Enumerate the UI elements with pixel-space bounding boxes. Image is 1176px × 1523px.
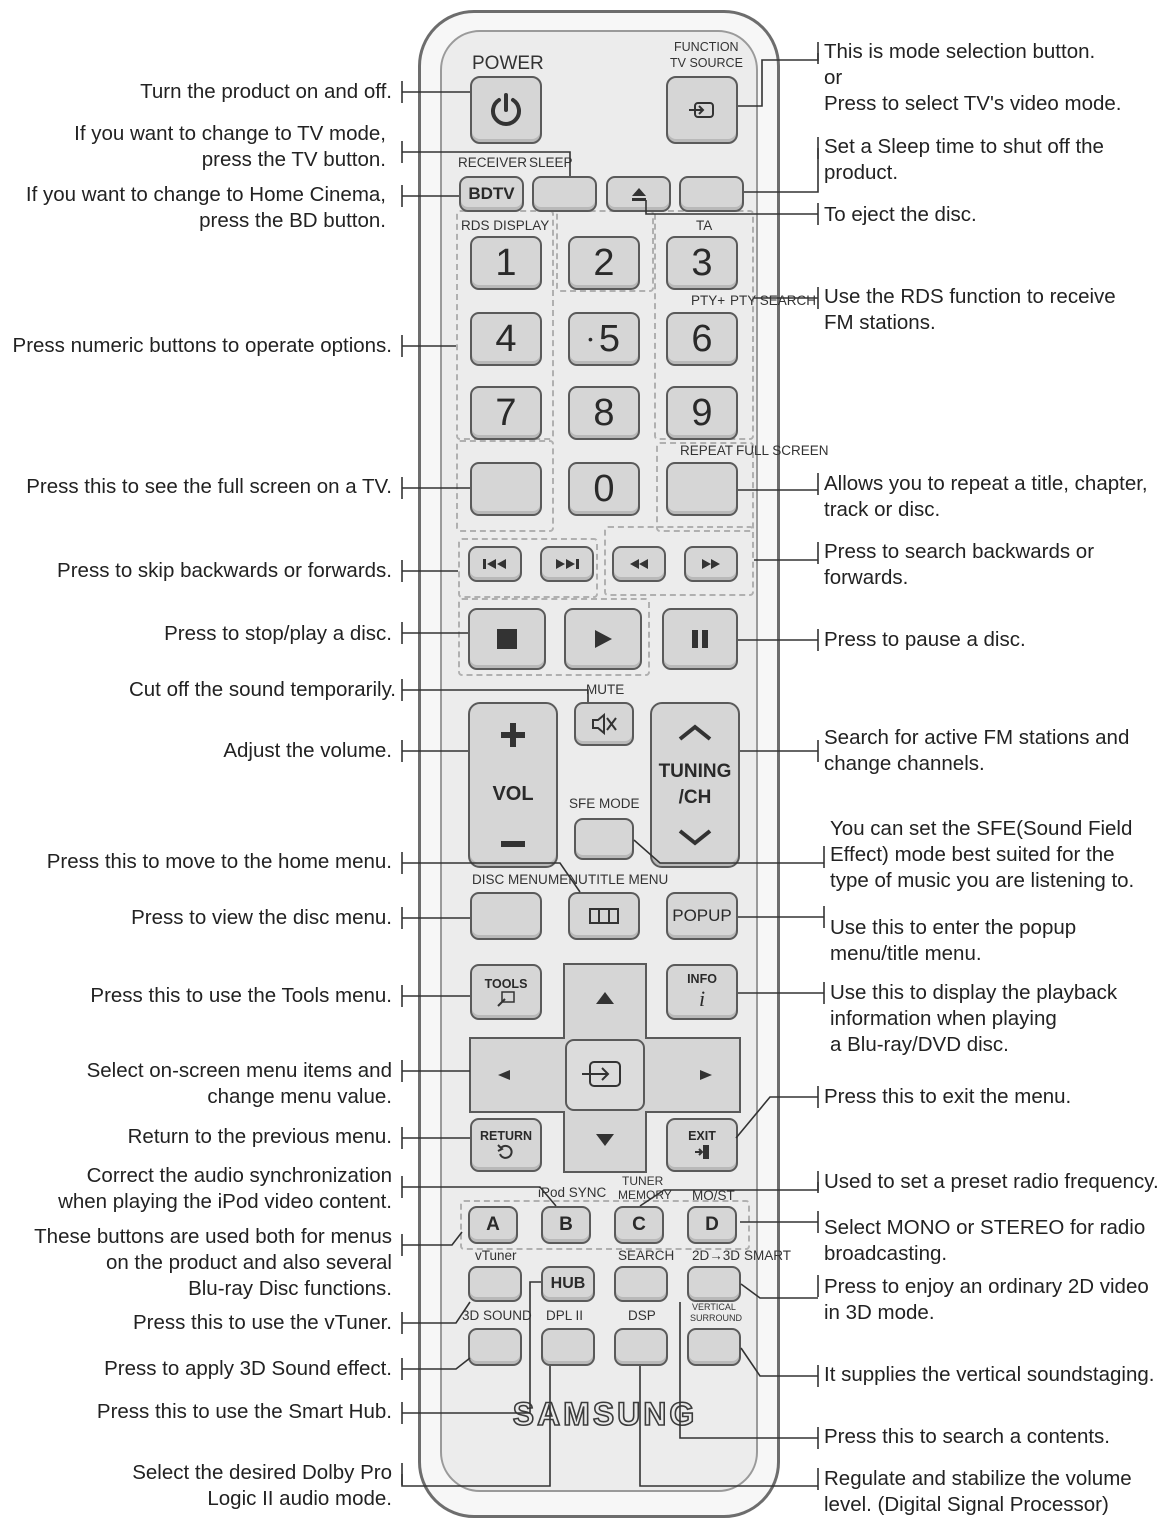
3d-sound-label: 3D SOUND xyxy=(462,1308,532,1323)
3d-sound-button[interactable] xyxy=(468,1328,522,1366)
mute-icon xyxy=(590,712,618,736)
search-label: SEARCH xyxy=(618,1248,675,1263)
annotation-stop-play: Press to stop/play a disc. xyxy=(164,622,392,645)
skip-back-button[interactable] xyxy=(468,546,522,582)
annotation-mo-st: Select MONO or STEREO for radio broadcasting. xyxy=(824,1216,1146,1265)
plus-icon xyxy=(500,722,526,748)
exit-label: EXIT xyxy=(688,1129,716,1143)
annotation-info: Use this to display the playback information when playing a Blu-ray/DVD disc. xyxy=(830,981,1118,1056)
pty-plus-label: PTY+ xyxy=(691,293,726,308)
menu-icon xyxy=(589,908,619,924)
play-icon xyxy=(592,628,614,650)
annotation-numeric: Press numeric buttons to operate options. xyxy=(12,334,392,357)
rewind-button[interactable] xyxy=(612,546,666,582)
digit-3-button[interactable]: 3 xyxy=(666,236,738,290)
annotation-color-keys: These buttons are used both for menus on the product and also several Blu-ray Disc functions. xyxy=(34,1225,392,1300)
digit-7-button[interactable]: 7 xyxy=(470,386,542,440)
power-label: POWER xyxy=(472,53,544,74)
play-button[interactable] xyxy=(564,608,642,670)
sfe-mode-button[interactable] xyxy=(574,818,634,860)
annotation-power: Turn the product on and off. xyxy=(140,80,392,103)
source-icon xyxy=(687,100,717,120)
mute-label: MUTE xyxy=(586,682,625,697)
annotation-3d-sound: Press to apply 3D Sound effect. xyxy=(104,1357,392,1380)
vertical-label: VERTICAL xyxy=(692,1302,736,1312)
digit-5-button[interactable]: • 5 xyxy=(568,312,640,366)
bd-label: BD xyxy=(468,184,493,203)
annotation-full-screen: Press this to see the full screen on a TV. xyxy=(26,475,392,498)
skip-back-icon xyxy=(482,558,508,570)
volume-rocker[interactable] xyxy=(468,702,558,868)
power-button[interactable] xyxy=(470,76,542,144)
fast-forward-button[interactable] xyxy=(684,546,738,582)
tuning-channel-rocker[interactable] xyxy=(650,702,740,868)
dsp-button[interactable] xyxy=(614,1328,668,1366)
source-button[interactable] xyxy=(666,76,738,144)
minus-icon xyxy=(500,840,526,848)
annotation-sfe: You can set the SFE(Sound Field Effect) mode best suited for the type of music you are listening to. xyxy=(830,817,1135,892)
info-label: INFO xyxy=(687,972,717,986)
annotation-search: Press this to search a contents. xyxy=(824,1425,1110,1448)
annotation-skip: Press to skip backwards or forwards. xyxy=(57,559,392,582)
ta-label: TA xyxy=(696,218,713,233)
vertical-surround-button[interactable] xyxy=(687,1328,741,1366)
annotation-tuner-memory: Used to set a preset radio frequency. xyxy=(824,1170,1159,1193)
exit-icon xyxy=(693,1143,711,1161)
popup-button[interactable]: POPUP xyxy=(666,892,738,940)
repeat-label: REPEAT xyxy=(680,443,734,458)
exit-button[interactable] xyxy=(666,1118,738,1172)
annotation-2d-3d: Press to enjoy an ordinary 2D video in 3D mode. xyxy=(824,1275,1149,1324)
repeat-button[interactable] xyxy=(666,462,738,516)
annotation-ipod-sync: Correct the audio synchronization when playing the iPod video content. xyxy=(58,1164,392,1213)
annotation-search-fwd-back: Press to search backwards or forwards. xyxy=(824,540,1095,589)
skip-forward-icon xyxy=(554,558,580,570)
stop-icon xyxy=(496,628,518,650)
digit-1-button[interactable]: 1 xyxy=(470,236,542,290)
mute-button[interactable] xyxy=(574,702,634,746)
digit-6-button[interactable]: 6 xyxy=(666,312,738,366)
d-button[interactable]: D xyxy=(687,1206,737,1244)
digit-9-button[interactable]: 9 xyxy=(666,386,738,440)
digit-4-button[interactable]: 4 xyxy=(470,312,542,366)
annotation-disc-menu: Press to view the disc menu. xyxy=(131,906,392,929)
pause-button[interactable] xyxy=(662,608,738,670)
annotation-repeat: Allows you to repeat a title, chapter, track or disc. xyxy=(824,472,1148,521)
annotation-vertical-surround: It supplies the vertical soundstaging. xyxy=(824,1363,1155,1386)
annotation-eject: To eject the disc. xyxy=(824,203,977,226)
b-button[interactable]: B xyxy=(541,1206,591,1244)
ch-label: /CH xyxy=(678,787,712,808)
annotation-volume: Adjust the volume. xyxy=(223,739,392,762)
rewind-icon xyxy=(628,558,650,570)
annotation-sleep: Set a Sleep time to shut off the product. xyxy=(824,135,1104,184)
annotation-tuning: Search for active FM stations and change channels. xyxy=(824,726,1130,775)
smart-label: SMART xyxy=(744,1248,792,1263)
eject-button[interactable] xyxy=(606,176,671,212)
annotation-dsp: Regulate and stabilize the volume level. (Digital Signal Processor) xyxy=(824,1467,1132,1516)
dolby-pl2-button[interactable] xyxy=(541,1328,595,1366)
annotation-smart-hub: Press this to use the Smart Hub. xyxy=(96,1400,392,1423)
dsp-label: DSP xyxy=(628,1308,656,1323)
smart-hub-button[interactable] xyxy=(541,1266,595,1302)
mo-st-label: MO/ST xyxy=(692,1188,735,1203)
sleep-button[interactable] xyxy=(532,176,597,212)
eject-icon xyxy=(629,186,649,202)
c-button[interactable]: C xyxy=(614,1206,664,1244)
stop-button[interactable] xyxy=(468,608,546,670)
tv-label: TV xyxy=(492,184,515,203)
2d-3d-button[interactable] xyxy=(687,1266,741,1302)
digit-2-button[interactable]: 2 xyxy=(568,236,640,290)
annotation-home-cinema: If you want to change to Home Cinema, press the BD button. xyxy=(25,183,386,232)
tuner-label: TUNER xyxy=(622,1174,664,1188)
skip-forward-button[interactable] xyxy=(540,546,594,582)
title-menu-label: TITLE MENU xyxy=(588,872,669,887)
annotation-exit: Press this to exit the menu. xyxy=(824,1085,1072,1108)
chevron-up-icon xyxy=(677,724,713,742)
rds-display-label: RDS DISPLAY xyxy=(461,218,550,233)
search-button[interactable] xyxy=(614,1266,668,1302)
tuning-label: TUNING xyxy=(658,761,732,782)
annotation-navigate: Select on-screen menu items and change menu value. xyxy=(86,1059,392,1108)
blank-button[interactable] xyxy=(679,176,744,212)
annotation-tools: Press this to use the Tools menu. xyxy=(90,984,392,1007)
annotation-home-menu: Press this to move to the home menu. xyxy=(46,850,392,873)
menu-label: MENU xyxy=(548,872,588,887)
power-icon xyxy=(487,91,525,129)
sfe-mode-label: SFE MODE xyxy=(569,796,640,811)
annotation-function: This is mode selection button. or Press to select TV's video mode. xyxy=(824,40,1122,115)
memory-label: MEMORY xyxy=(618,1188,672,1202)
return-label: RETURN xyxy=(479,1129,533,1143)
disc-menu-label: DISC MENU xyxy=(472,872,548,887)
annotation-rds: Use the RDS function to receive FM stations. xyxy=(824,285,1116,334)
disc-menu-button[interactable] xyxy=(470,892,542,940)
ipod-sync-label: iPod SYNC xyxy=(538,1185,607,1200)
annotation-popup: Use this to enter the popup menu/title menu. xyxy=(830,916,1077,965)
vtuner-label: vTuner xyxy=(475,1248,517,1263)
tv-source-label: TV SOURCE xyxy=(670,56,743,70)
vol-label: VOL xyxy=(492,782,534,805)
digit-8-button[interactable]: 8 xyxy=(568,386,640,440)
annotation-mute: Cut off the sound temporarily. xyxy=(128,678,396,701)
fast-forward-icon xyxy=(700,558,722,570)
vtuner-button[interactable] xyxy=(468,1266,522,1302)
info-icon: i xyxy=(698,986,706,1011)
bd-tv-button[interactable] xyxy=(459,176,524,212)
hub-label: HUB xyxy=(550,1275,586,1292)
receiver-label: RECEIVER xyxy=(458,155,528,170)
return-icon xyxy=(497,1143,515,1161)
full-screen-label: FULL SCREEN xyxy=(736,443,829,458)
digit-0-button[interactable]: 0 xyxy=(568,462,640,516)
annotation-pause: Press to pause a disc. xyxy=(824,628,1026,651)
annotation-return: Return to the previous menu. xyxy=(127,1125,392,1148)
full-screen-button[interactable] xyxy=(470,462,542,516)
annotation-dolby-pl2: Select the desired Dolby Pro Logic II audio mode. xyxy=(132,1461,392,1510)
pty-search-label: PTY SEARCH xyxy=(730,293,817,308)
return-button[interactable] xyxy=(470,1118,542,1172)
sleep-label: SLEEP xyxy=(529,155,573,170)
pl2-label: DPL II xyxy=(546,1308,584,1323)
a-button[interactable]: A xyxy=(468,1206,518,1244)
annotation-vtuner: Press this to use the vTuner. xyxy=(132,1311,392,1334)
home-menu-button[interactable] xyxy=(568,892,640,940)
2d-3d-label: 2D→3D xyxy=(692,1248,741,1263)
samsung-logo: SAMSUNG xyxy=(512,1396,698,1432)
pause-icon xyxy=(690,628,710,650)
chevron-down-icon xyxy=(677,828,713,846)
function-label: FUNCTION xyxy=(674,40,739,54)
tools-label: TOOLS xyxy=(484,977,528,991)
annotation-tv-mode: If you want to change to TV mode, press the TV button. xyxy=(74,122,386,171)
surround-label: SURROUND xyxy=(690,1313,743,1323)
